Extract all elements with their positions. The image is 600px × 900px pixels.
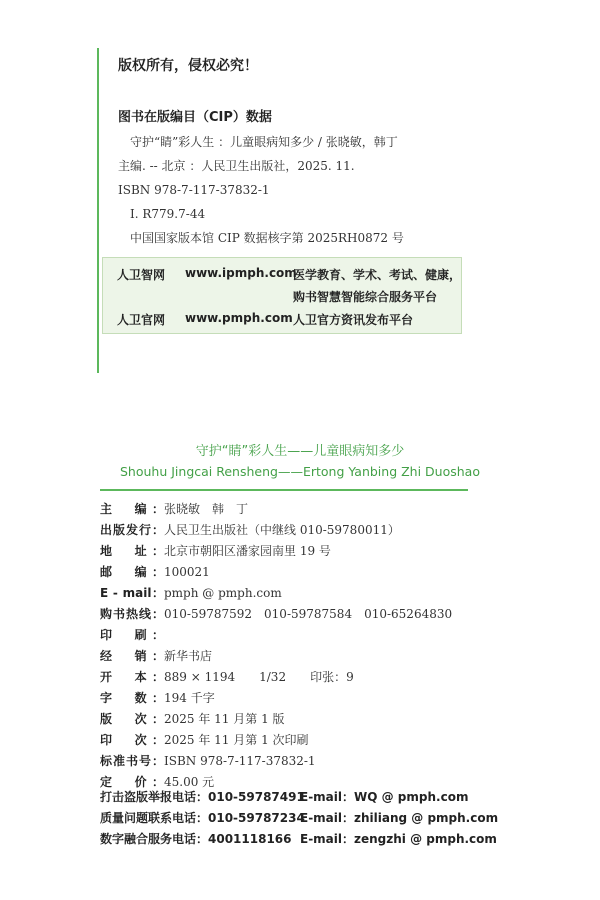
- pub-label: 版 次：: [100, 712, 164, 726]
- pub-label: 地 址：: [100, 544, 164, 558]
- pub-row-editor: [100, 499, 500, 520]
- contact-lines: [100, 787, 500, 850]
- pub-value: ISBN 978-7-117-37832-1: [164, 754, 316, 768]
- pub-value: 2025 年 11 月第 1 版: [164, 712, 285, 726]
- book-subtitle-pinyin: Shouhu Jingcai Rensheng——Ertong Yanbing Zhi Duoshao: [120, 464, 480, 479]
- contact-email: E-mail：WQ @ pmph.com: [300, 790, 469, 804]
- pub-value: 人民卫生出版社（中继线 010-59780011）: [164, 523, 400, 537]
- pub-label: 购书热线：: [100, 607, 164, 621]
- pub-value: 194 千字: [164, 691, 215, 705]
- pub-row-edition: [100, 709, 500, 730]
- pub-value: pmph @ pmph.com: [164, 586, 282, 600]
- contact-phone: 质量问题联系电话：010-59787234: [100, 811, 305, 825]
- pub-value: 010-59787592 010-59787584 010-65264830: [164, 607, 453, 621]
- cip-line: 守护“睛”彩人生 ：儿童眼病知多少 / 张晓敏，韩丁: [130, 135, 398, 149]
- cip-line: 中国国家版本馆 CIP 数据核字第 2025RH0872 号: [130, 231, 404, 245]
- pub-row-impression: [100, 730, 500, 751]
- platform-name-ipmph: 人卫智网: [117, 268, 166, 282]
- pub-label: 定 价：: [100, 775, 164, 789]
- pub-row-postcode: [100, 562, 500, 583]
- pub-label: 主 编：: [100, 502, 164, 516]
- contact-phone: 打击盗版举报电话：010-59787491: [100, 790, 305, 804]
- contact-email: E-mail：zhiliang @ pmph.com: [300, 811, 499, 825]
- service-info-box: [102, 257, 462, 334]
- contact-row-digital: [100, 829, 500, 850]
- pub-value: 新华书店: [164, 649, 213, 663]
- contact-row-quality: [100, 808, 500, 829]
- platform-desc-ipmph-line2: 购书智慧智能综合服务平台: [293, 290, 438, 304]
- pub-label: 出版发行：: [100, 523, 164, 537]
- pub-row-distributor: [100, 646, 500, 667]
- contact-row-piracy: [100, 787, 500, 808]
- platform-desc-pmph: 人卫官方资讯发布平台: [293, 313, 414, 327]
- pub-value: 100021: [164, 565, 210, 579]
- platform-desc-ipmph-line1: 医学教育、学术、考试、健康，: [293, 268, 462, 282]
- platform-url-pmph[interactable]: www.pmph.com: [185, 311, 293, 325]
- pub-label: 字 数：: [100, 691, 164, 705]
- pub-value: 2025 年 11 月第 1 次印刷: [164, 733, 309, 747]
- pub-label: 开 本：: [100, 670, 164, 684]
- pub-label: 邮 编：: [100, 565, 164, 579]
- pub-row-wordcount: [100, 688, 500, 709]
- contact-phone: 数字融合服务电话：4001118166: [100, 832, 292, 846]
- pub-value: 45.00 元: [164, 775, 215, 789]
- pub-label: 经 销：: [100, 649, 164, 663]
- cip-heading: 图书在版编目（CIP）数据: [118, 110, 272, 125]
- pub-label: 标准书号：: [100, 754, 164, 768]
- platform-name-pmph: 人卫官网: [117, 313, 166, 327]
- green-vertical-rule: [97, 48, 99, 373]
- pub-row-publisher: [100, 520, 500, 541]
- cip-line: ISBN 978-7-117-37832-1: [118, 183, 270, 197]
- cip-line: Ⅰ. R779.7-44: [130, 207, 206, 221]
- pub-row-hotline: [100, 604, 500, 625]
- book-title: 守护“睛”彩人生——儿童眼病知多少: [195, 444, 405, 459]
- platform-url-ipmph[interactable]: www.ipmph.com: [185, 266, 297, 280]
- green-divider: [100, 489, 468, 491]
- pub-row-address: [100, 541, 500, 562]
- cip-line: 主编. -- 北京 ：人民卫生出版社，2025. 11.: [118, 159, 355, 173]
- cip-data-block: [118, 130, 478, 250]
- pub-value: 北京市朝阳区潘家园南里 19 号: [164, 544, 331, 558]
- pub-value: 张晓敏 韩 丁: [164, 502, 249, 516]
- copyright-notice: 版权所有，侵权必究！: [118, 58, 258, 74]
- pub-value: 889 × 1194 1/32 印张：9: [164, 670, 354, 684]
- publication-details: [100, 499, 500, 793]
- pub-label: 印 次：: [100, 733, 164, 747]
- pub-row-printer: [100, 625, 500, 646]
- pub-row-format: [100, 667, 500, 688]
- contact-email: E-mail：zengzhi @ pmph.com: [300, 832, 497, 846]
- pub-row-isbn: [100, 751, 500, 772]
- pub-label: 印 刷：: [100, 628, 164, 642]
- pub-row-email: [100, 583, 500, 604]
- pub-label: E - mail：: [100, 586, 164, 600]
